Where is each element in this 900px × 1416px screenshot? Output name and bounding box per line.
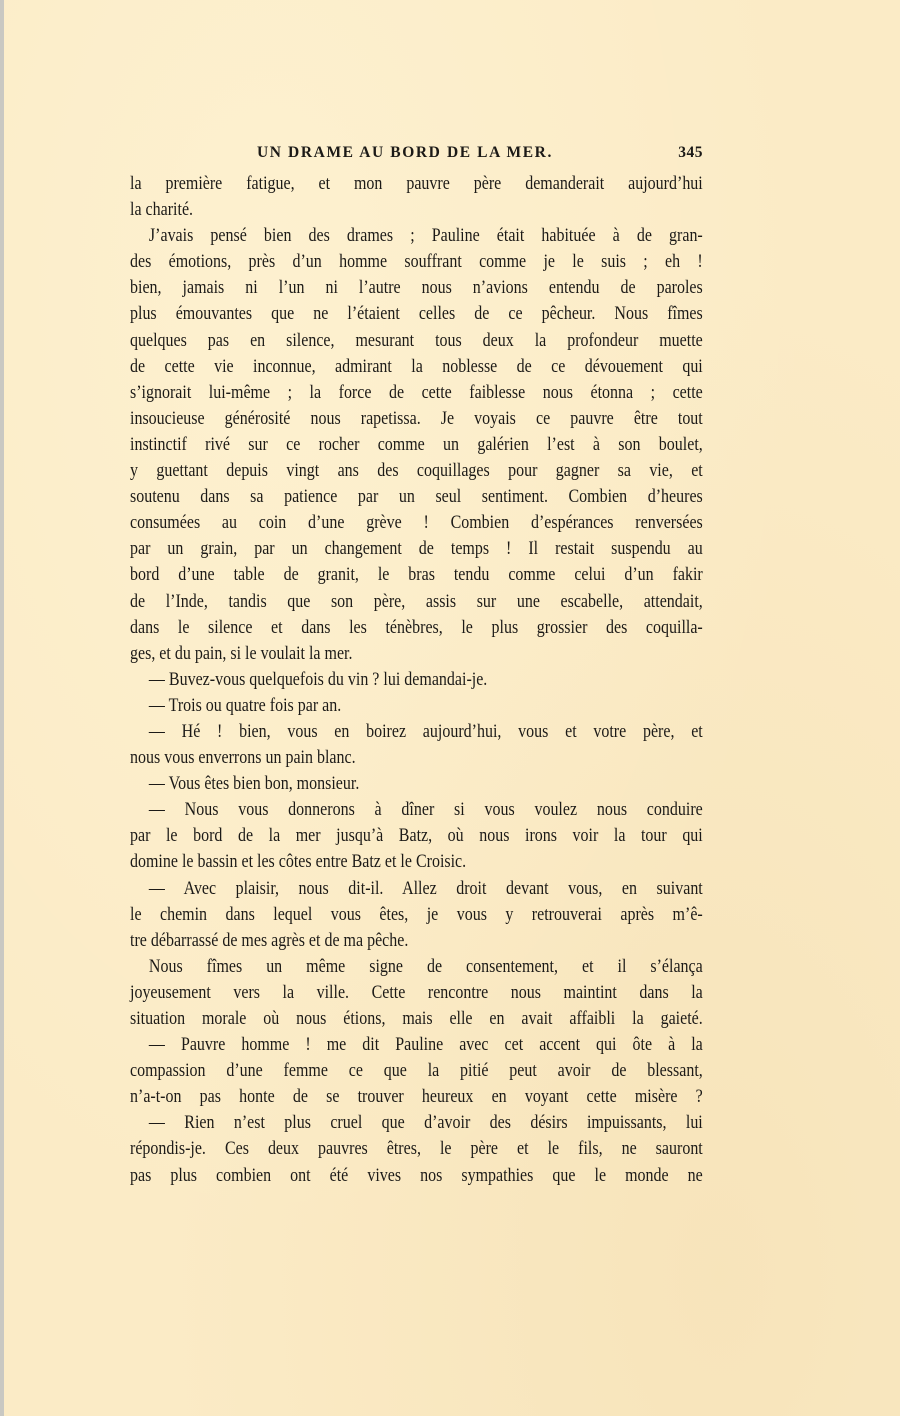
- text-line: — Nous vous donnerons à dîner si vous voulez nous conduire: [148, 799, 703, 821]
- text-line: instinctif rivé sur ce rocher comme un galérien l’est à son boulet,: [130, 433, 703, 455]
- body-text: [130, 171, 703, 1189]
- text-line: s’ignorait lui-même ; la force de cette faiblesse nous étonna ; cette: [130, 381, 703, 403]
- text-line: plus émouvantes que ne l’étaient celles de ce pêcheur. Nous fîmes: [130, 303, 703, 325]
- text-line: domine le bassin et les côtes entre Batz et le Croisic.: [130, 851, 467, 873]
- text-line: de cette vie inconnue, admirant la noblesse de ce dévouement qui: [130, 355, 703, 377]
- running-title: UN DRAME AU BORD DE LA MER.: [257, 144, 553, 161]
- text-line: n’a-t-on pas honte de se trouver heureux en voyant cette misère ?: [130, 1086, 703, 1108]
- text-line: — Pauvre homme ! me dit Pauline avec cet accent qui ôte à la: [148, 1034, 703, 1056]
- text-line: joyeusement vers la ville. Cette rencontre nous maintint dans la: [130, 981, 703, 1003]
- text-line: par un grain, par un changement de temps ! Il restait suspendu au: [130, 538, 703, 560]
- text-line: bord d’une table de granit, le bras tendu comme celui d’un fakir: [130, 564, 703, 586]
- text-line: le chemin dans lequel vous êtes, je vous y retrouverai après m’ê-: [130, 903, 703, 925]
- text-line: situation morale où nous étions, mais elle en avait affaibli la gaieté.: [130, 1008, 703, 1029]
- text-line: dans le silence et dans les ténèbres, le plus grossier des coquilla-: [130, 616, 703, 638]
- text-line: par le bord de la mer jusqu’à Batz, où nous irons voir la tour qui: [130, 825, 703, 847]
- text-line: pas plus combien ont été vives nos sympathies que le monde ne: [130, 1164, 703, 1186]
- text-line: — Buvez-vous quelquefois du vin ? lui demandai-je.: [148, 668, 488, 690]
- running-head: [130, 141, 703, 165]
- text-line: des émotions, près d’un homme souffrant comme je le suis ; eh !: [130, 251, 703, 273]
- text-line: — Avec plaisir, nous dit-il. Allez droit devant vous, en suivant: [148, 877, 703, 899]
- scan-edge-strip: [0, 0, 4, 1416]
- text-line: — Hé ! bien, vous en boirez aujourd’hui, vous et votre père, et: [148, 720, 703, 742]
- text-line: soutenu dans sa patience par un seul sentiment. Combien d’heures: [130, 486, 703, 508]
- text-line: consumées au coin d’une grève ! Combien d’espérances renversées: [130, 512, 703, 534]
- text-line: — Vous êtes bien bon, monsieur.: [148, 773, 360, 795]
- text-line: — Trois ou quatre fois par an.: [148, 694, 342, 716]
- text-line: compassion d’une femme ce que la pitié peut avoir de blessant,: [130, 1060, 703, 1082]
- text-line: bien, jamais ni l’un ni l’autre nous n’avions entendu de paroles: [130, 277, 703, 299]
- text-line: quelques pas en silence, mesurant tous deux la profondeur muette: [130, 329, 703, 351]
- page-number: 345: [678, 144, 703, 161]
- text-line: la charité.: [130, 199, 194, 221]
- text-line: y guettant depuis vingt ans des coquillages pour gagner sa vie, et: [130, 460, 703, 482]
- text-line: nous vous enverrons un pain blanc.: [130, 747, 356, 769]
- text-line: insoucieuse générosité nous rapetissa. Je voyais ce pauvre être tout: [130, 407, 703, 429]
- text-line: la première fatigue, et mon pauvre père demanderait aujourd’hui: [130, 173, 703, 194]
- text-line: de l’Inde, tandis que son père, assis sur une escabelle, attendait,: [130, 590, 703, 612]
- text-line: répondis-je. Ces deux pauvres êtres, le père et le fils, ne sauront: [130, 1138, 703, 1160]
- text-line: Nous fîmes un même signe de consentement, et il s’élança: [148, 955, 703, 977]
- text-line: J’avais pensé bien des drames ; Pauline était habituée à de gran-: [148, 225, 703, 247]
- text-line: — Rien n’est plus cruel que d’avoir des désirs impuissants, lui: [148, 1112, 703, 1134]
- text-line: ges, et du pain, si le voulait la mer.: [130, 642, 353, 664]
- text-line: tre débarrassé de mes agrès et de ma pêche.: [130, 929, 409, 951]
